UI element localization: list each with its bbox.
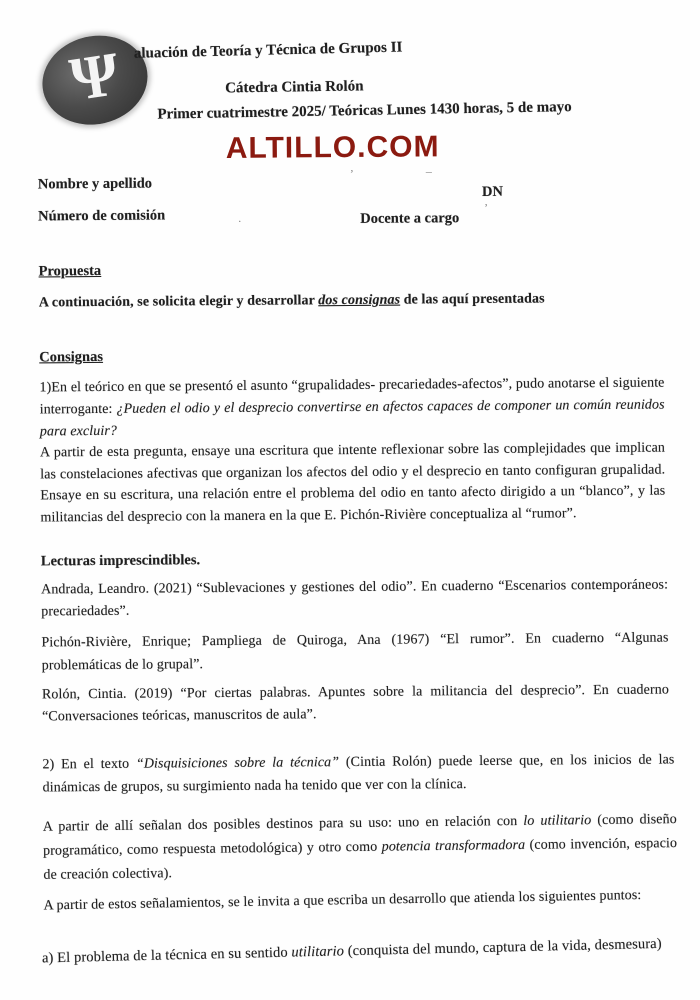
psychology-logo [33,25,159,145]
dni-field-label: DN [481,183,503,200]
schedule-line: Primer cuatrimestre 2025/ Teóricas Lunes 1430 horas, 5 de mayo [157,99,572,123]
scan-artifact: ’ [484,200,489,215]
text-segment: (como diseño programático, como respuesta metodológica) y otro como [43,812,677,859]
course-title: aluación de Teoría y Técnica de Grupos II [133,39,403,62]
consigna-2-punto-a [42,930,678,972]
text-segment: a) El problema de la técnica en su sentido [41,944,292,967]
text-segment: A continuación, se solicita elegir y desarrollar [38,293,319,311]
lecturas-heading: Lecturas imprescindibles. [40,552,201,570]
text-segment: “Disquisiciones sobre la técnica” [135,755,340,772]
name-field-label: Nombre y apellido [37,175,153,193]
consigna-2-destinos-paragraph [43,808,678,888]
scan-artifact: ’ [349,166,354,181]
text-segment: dos consignas [318,292,401,309]
consignas-heading: Consignas [39,348,103,366]
text-segment: lo utilitario [523,813,592,829]
catedra-line: Cátedra Cintia Rolón [225,78,364,97]
text-segment: potencia transformadora [381,837,526,855]
psi-icon: Ψ [65,40,124,115]
text-segment: 1)En el teórico en que se presentó el asunto “grupalidades- precariedades-afectos”, pudo anotarse el siguiente interrogante: [39,375,665,418]
commission-field-label: Número de comisión [38,207,166,225]
propuesta-heading: Propuesta [38,262,102,280]
text-segment: (Cintia Rolón) puede leerse que, en los inicios de las dinámicas de grupos, su surgimiento nada ha tenido que ver con la clínica. [42,752,675,796]
consigna-1-followup-paragraph: A partir de esta pregunta, ensaye una escritura que intente reflexionar sobre las complejidades que implican las constelaciones afectivas que organizan los afectos del odio y el desprecio en tanto configuran grupalidad. Ensaye en su escritura, una relación entre el problema del odio en tanto afecto dirigido a un “blanco”, y las militancias del desprecio con la manera en la que E. Pichón-Rivière conceptualiza al “rumor”. [39,440,666,525]
scan-artifact: . [238,210,242,225]
text-segment: de las aquí presentadas [400,291,545,308]
altillo-watermark: ALTILLO.COM [225,130,440,165]
consigna-1-paragraph [39,373,664,444]
text-segment: A partir de allí señalan dos posibles destinos para su uso: uno en relación con [42,813,524,835]
reference-rolon: Rolón, Cintia. (2019) “Por ciertas palabras. Apuntes sobre la militancia del desprecio”. En cuaderno “Conversaciones teóricas, manuscritos de aula”. [41,682,669,725]
text-segment: utilitario [291,943,345,961]
reference-pichon-riviere: Pichón-Rivière, Enrique; Pampliega de Quiroga, Ana (1967) “El rumor”. En cuaderno “Algunas problemáticas de lo grupal”. [41,630,669,673]
scan-artifact: – [425,164,432,179]
text-segment: 2) En el texto [42,756,136,773]
reference-andrada: Andrada, Leandro. (2021) “Sublevaciones y gestiones del odio”. En cuaderno “Escenarios contemporáneos: precariedades”. [41,577,669,620]
text-segment: (como invención, espacio de creación colectiva). [43,836,678,883]
text-segment: ¿Pueden el odio y el desprecio convertirse en afectos capaces de componer un común reunidos para excluir? [39,397,665,440]
logo-ellipse [33,25,157,135]
docente-field-label: Docente a cargo [360,210,460,227]
consigna-2-invitacion-paragraph: A partir de estos señalamientos, se le invita a que escriba un desarrollo que atienda los siguientes puntos: [43,888,642,914]
text-segment: (conquista del mundo, captura de la vida, desmesura) [343,935,662,960]
propuesta-intro [39,288,661,315]
consigna-2-paragraph [42,748,674,799]
